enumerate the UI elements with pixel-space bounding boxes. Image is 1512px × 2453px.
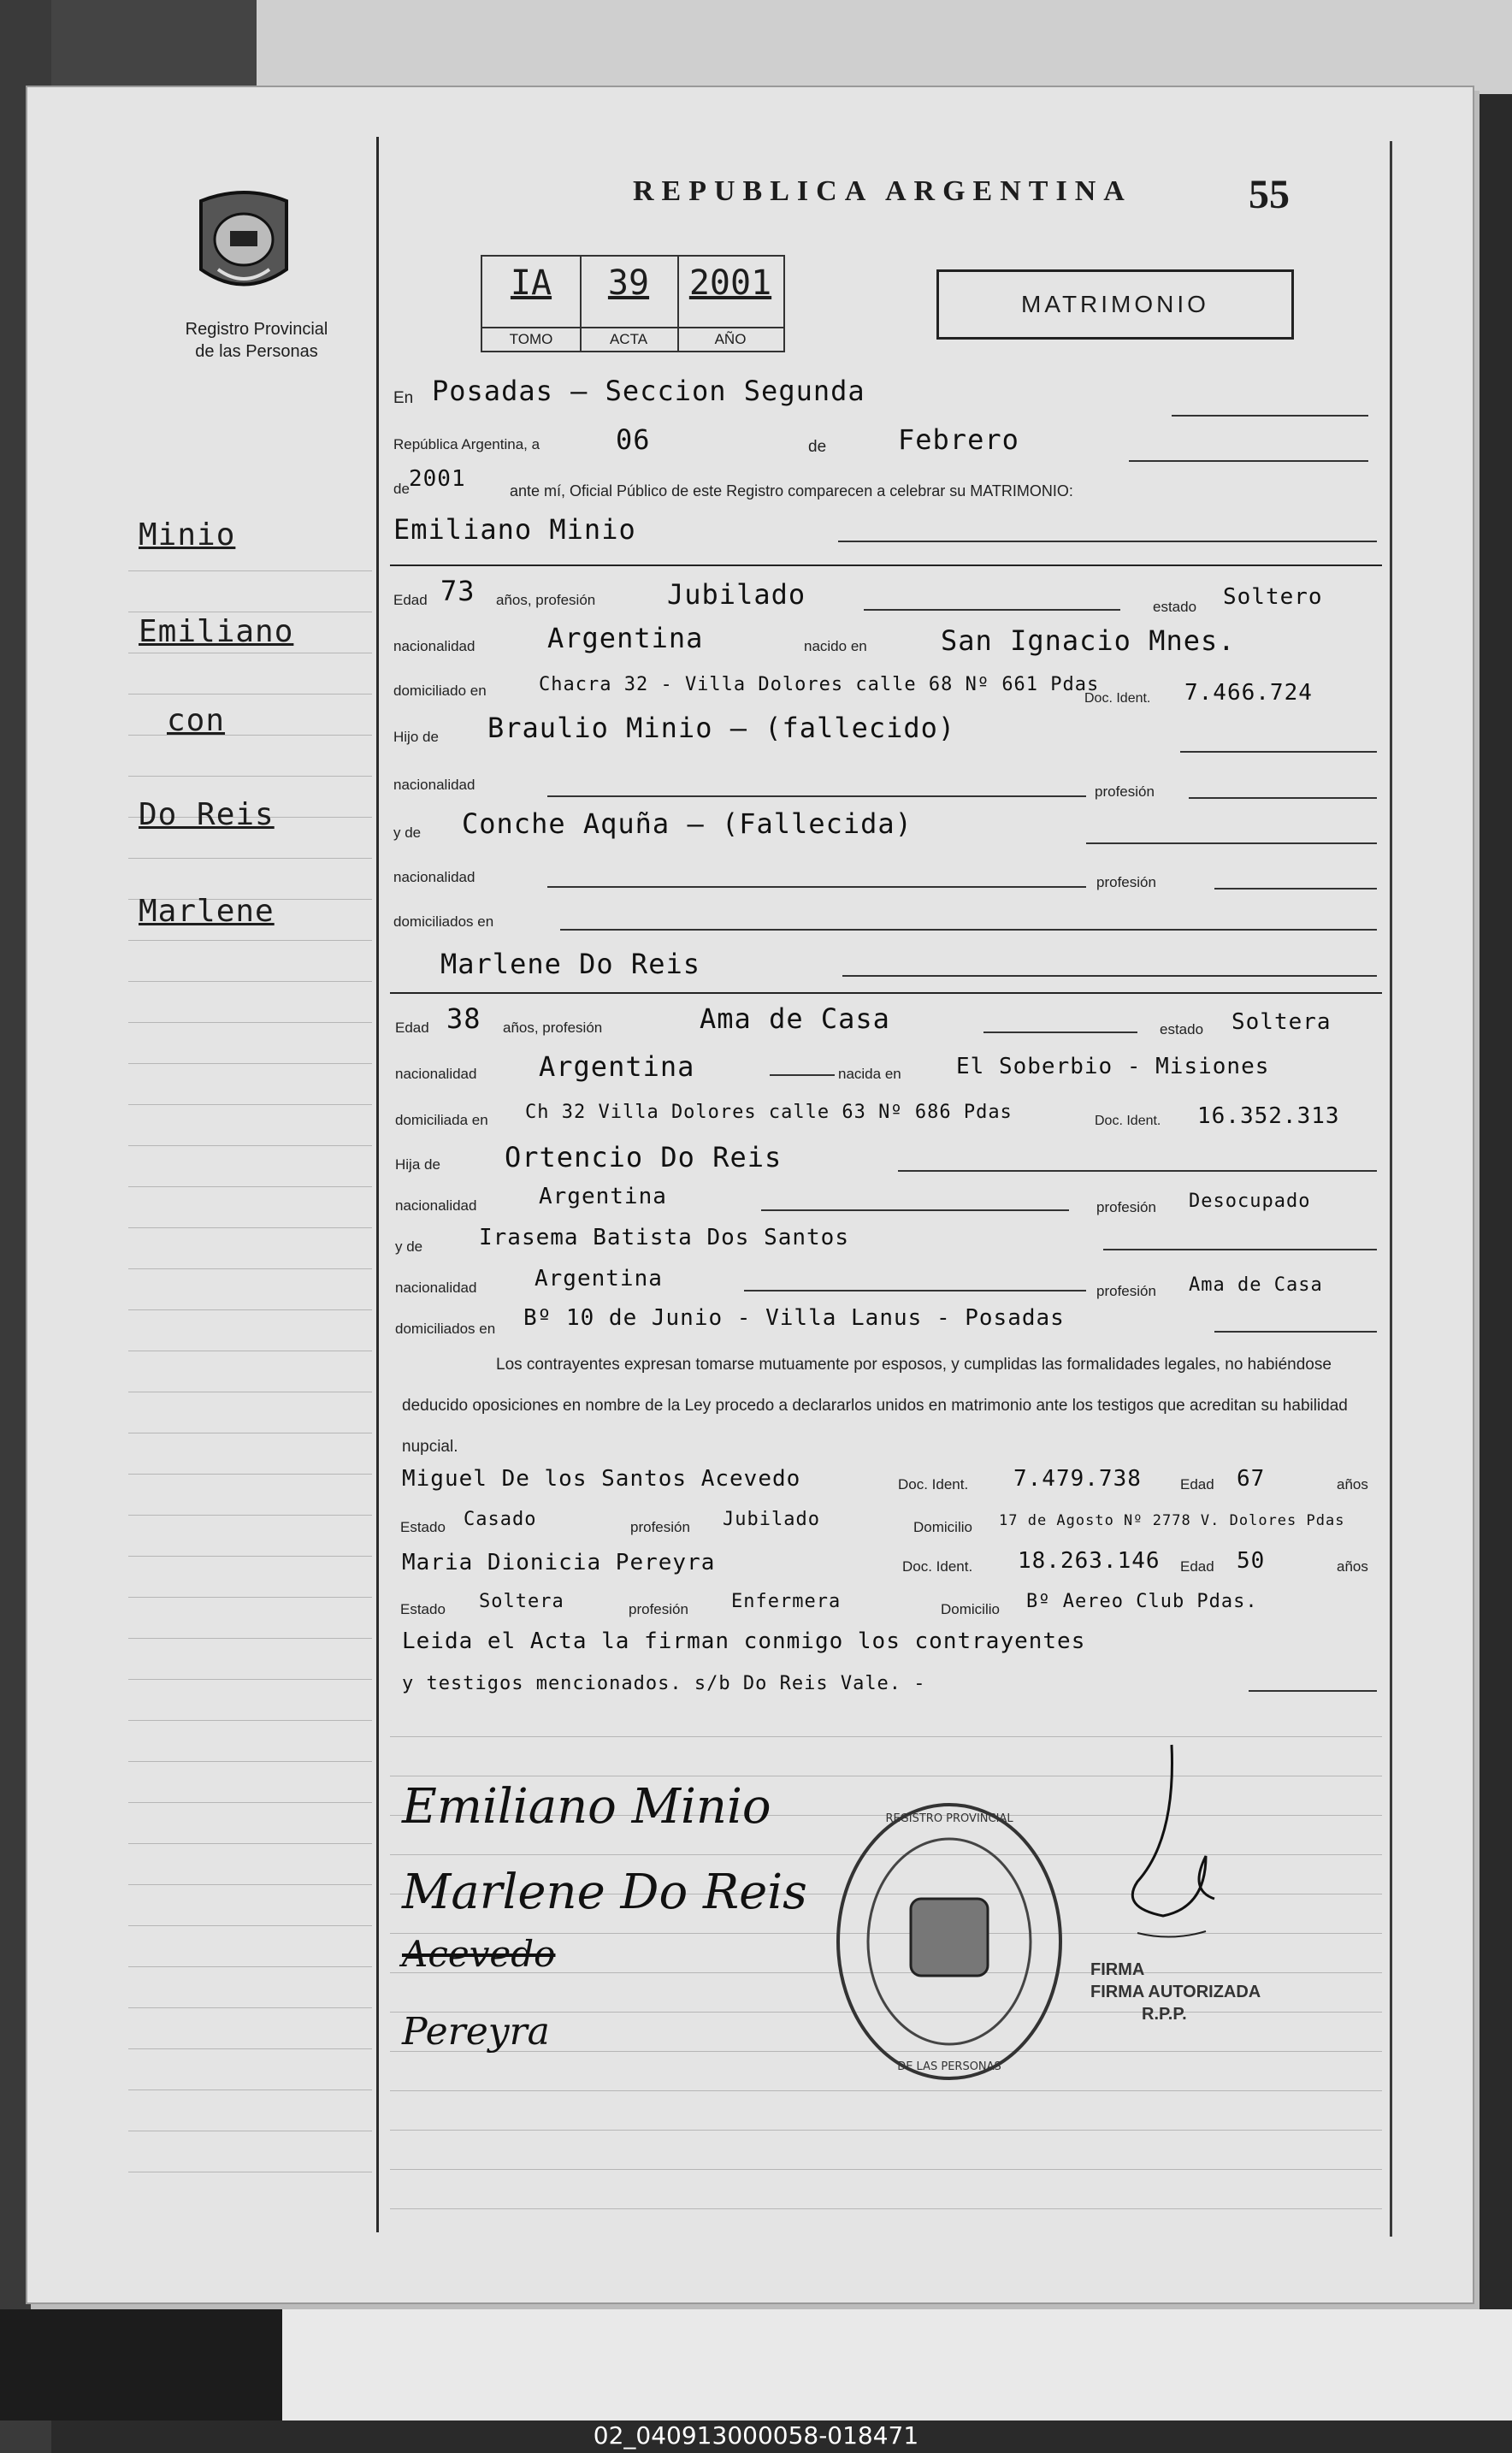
- witness1-doc-label: Doc. Ident.: [898, 1476, 969, 1492]
- signature-witness1: Acevedo: [402, 1933, 556, 1975]
- scan-filename: 02_040913000058-018471: [593, 2421, 919, 2450]
- fill-line: [1189, 797, 1377, 799]
- groom-nacido-label: nacido en: [804, 638, 867, 654]
- fill-line: [983, 1031, 1137, 1033]
- bride-madre-nac: Argentina: [535, 1266, 663, 1292]
- groom-doc: 7.466.724: [1184, 680, 1313, 706]
- bride-estado-label: estado: [1160, 1021, 1204, 1037]
- witness1-name: Miguel De los Santos Acevedo: [402, 1466, 801, 1492]
- bride-dom-label: domiciliada en: [395, 1112, 488, 1128]
- groom-nac-label: nacionalidad: [393, 638, 475, 654]
- bride-madre-nac-label: nacionalidad: [395, 1280, 477, 1296]
- bride-prof-label: años, profesión: [503, 1020, 603, 1036]
- page-title: REPUBLICA ARGENTINA: [633, 175, 1132, 207]
- groom-profesion: Jubilado: [667, 578, 806, 611]
- section-rule: [390, 564, 1382, 566]
- groom-madre: Conche Aquña — (Fallecida): [462, 807, 913, 840]
- margin-name-1: Minio: [139, 517, 236, 553]
- witness2-edad-label: Edad: [1180, 1558, 1214, 1575]
- fill-line: [1180, 751, 1377, 753]
- place-value: Posadas — Seccion Segunda: [432, 375, 865, 407]
- witness1-edad: 67: [1237, 1466, 1266, 1492]
- witness2-estado-label: Estado: [400, 1601, 446, 1617]
- signature-groom: Emiliano Minio: [402, 1779, 771, 1835]
- witness2-edad: 50: [1237, 1548, 1266, 1574]
- margin-name-2: Emiliano: [139, 614, 294, 649]
- bride-dom-padres: Bº 10 de Junio - Villa Lanus - Posadas: [523, 1305, 1065, 1331]
- official-signature-block: FIRMA FIRMA AUTORIZADA R.P.P.: [1090, 1960, 1261, 2024]
- bride-padre-nac-label: nacionalidad: [395, 1197, 477, 1214]
- ruled-line: [390, 2130, 1382, 2131]
- groom-prof-label: años, profesión: [496, 592, 596, 608]
- statement-text: ante mí, Oficial Público de este Registro comparecen a celebrar su MATRIMONIO:: [510, 482, 1073, 499]
- groom-nacido: San Ignacio Mnes.: [941, 624, 1236, 657]
- groom-padre-nac-label: nacionalidad: [393, 777, 475, 793]
- provincial-seal-icon: [192, 184, 295, 299]
- bride-doc: 16.352.313: [1197, 1103, 1340, 1129]
- groom-name: Emiliano Minio: [393, 513, 636, 546]
- fill-line: [1172, 415, 1368, 417]
- signature-bride: Marlene Do Reis: [402, 1865, 807, 1920]
- bride-nacionalidad: Argentina: [539, 1050, 695, 1083]
- witness2-name: Maria Dionicia Pereyra: [402, 1550, 716, 1575]
- closing-line-1: Leida el Acta la firman conmigo los contrayentes: [402, 1628, 1086, 1654]
- bride-padre-nac: Argentina: [539, 1184, 667, 1209]
- groom-madre-nac-label: nacionalidad: [393, 869, 475, 885]
- official-signature-icon: [1086, 1736, 1257, 1959]
- bride-yde-label: y de: [395, 1238, 423, 1255]
- witness1-doc: 7.479.738: [1013, 1466, 1142, 1492]
- witness1-profesion: Jubilado: [723, 1509, 820, 1530]
- fill-line: [560, 929, 1377, 931]
- witness2-anos-label: años: [1337, 1558, 1368, 1575]
- svg-text:DE LAS PERSONAS: DE LAS PERSONAS: [897, 2060, 1001, 2073]
- groom-edad-label: Edad: [393, 592, 428, 608]
- margin-name-4: Do Reis: [139, 797, 275, 832]
- witness1-estado: Casado: [464, 1509, 537, 1530]
- margin-ledger-lines: [128, 530, 372, 2172]
- tomo-value: IA: [510, 263, 552, 303]
- bride-madre: Irasema Batista Dos Santos: [479, 1225, 849, 1250]
- day-value: 06: [616, 423, 651, 456]
- document-type-box: [936, 269, 1294, 340]
- margin-rule: [376, 137, 379, 2232]
- bride-domicilio: Ch 32 Villa Dolores calle 63 Nº 686 Pdas: [525, 1102, 1013, 1123]
- witness2-domicilio: Bº Aereo Club Pdas.: [1026, 1591, 1258, 1612]
- fill-line: [770, 1074, 835, 1076]
- fill-line: [898, 1170, 1377, 1172]
- svg-text:REGISTRO PROVINCIAL: REGISTRO PROVINCIAL: [885, 1812, 1013, 1825]
- fill-line: [1249, 1690, 1377, 1692]
- fill-line: [761, 1209, 1069, 1211]
- bride-hija-label: Hija de: [395, 1156, 440, 1173]
- groom-hijo-label: Hijo de: [393, 729, 439, 745]
- witness2-doc-label: Doc. Ident.: [902, 1558, 973, 1575]
- registry-stamp-icon: [830, 1796, 1069, 2087]
- acta-label: ACTA: [580, 327, 677, 351]
- ruled-line: [390, 2090, 1382, 2091]
- margin-name-5: Marlene: [139, 894, 275, 929]
- folio-number: 55: [1249, 172, 1290, 217]
- bride-nac-label: nacionalidad: [395, 1066, 477, 1082]
- fill-line: [547, 795, 1086, 797]
- tomo-label: TOMO: [482, 327, 580, 351]
- witness1-domicilio: 17 de Agosto Nº 2778 V. Dolores Pdas: [999, 1512, 1345, 1529]
- ruled-line: [390, 2208, 1382, 2209]
- signature-witness2: Pereyra: [402, 2010, 550, 2054]
- de-label: de: [808, 438, 827, 456]
- anio-label: AÑO: [677, 327, 783, 351]
- witness2-estado: Soltera: [479, 1591, 564, 1612]
- section-rule: [390, 992, 1382, 994]
- bride-name: Marlene Do Reis: [440, 948, 700, 980]
- fill-line: [842, 975, 1377, 977]
- groom-nacionalidad: Argentina: [547, 622, 704, 654]
- groom-yde-label: y de: [393, 825, 422, 841]
- groom-edad: 73: [440, 575, 475, 607]
- witness1-estado-label: Estado: [400, 1519, 446, 1535]
- witness2-prof-label: profesión: [629, 1601, 688, 1617]
- fill-line: [864, 609, 1120, 611]
- bride-madre-prof-label: profesión: [1096, 1283, 1156, 1299]
- fill-line: [1214, 1331, 1377, 1333]
- witness2-profesion: Enfermera: [731, 1591, 842, 1612]
- groom-estado: Soltero: [1223, 584, 1323, 610]
- bride-nacida: El Soberbio - Misiones: [956, 1054, 1270, 1079]
- bride-nacida-label: nacida en: [838, 1066, 901, 1082]
- acta-value: 39: [607, 263, 650, 303]
- witness1-dom-label: Domicilio: [913, 1519, 972, 1535]
- republica-label: República Argentina, a: [393, 436, 540, 452]
- groom-padre: Braulio Minio — (fallecido): [487, 712, 956, 744]
- bride-madre-prof: Ama de Casa: [1189, 1274, 1323, 1296]
- groom-padre-prof-label: profesión: [1095, 783, 1155, 800]
- bride-padre: Ortencio Do Reis: [505, 1141, 783, 1173]
- ruled-line: [390, 2169, 1382, 2170]
- bride-doc-label: Doc. Ident.: [1095, 1114, 1161, 1128]
- year-value: 2001: [409, 466, 466, 492]
- anio-value: 2001: [688, 263, 772, 303]
- bride-edad-label: Edad: [395, 1020, 429, 1036]
- registry-name: Registro Provincial de las Personas: [185, 320, 328, 361]
- groom-domicilio: Chacra 32 - Villa Dolores calle 68 Nº 661 Pdas: [539, 674, 1100, 695]
- document-type: MATRIMONIO: [1021, 291, 1209, 317]
- witness1-anos-label: años: [1337, 1476, 1368, 1492]
- fill-line: [744, 1290, 1086, 1292]
- bride-padre-prof: Desocupado: [1189, 1191, 1311, 1212]
- fill-line: [1103, 1249, 1377, 1250]
- fill-line: [547, 886, 1086, 888]
- fill-line: [1086, 842, 1377, 844]
- bride-profesion: Ama de Casa: [700, 1002, 890, 1035]
- groom-estado-label: estado: [1153, 599, 1197, 615]
- witness2-dom-label: Domicilio: [941, 1601, 1000, 1617]
- year-prefix-label: de: [393, 481, 410, 497]
- fill-line: [1214, 888, 1377, 890]
- fill-line: [1129, 460, 1368, 462]
- bride-estado: Soltera: [1231, 1009, 1332, 1035]
- groom-madre-prof-label: profesión: [1096, 874, 1156, 890]
- registration-box: [481, 255, 785, 352]
- groom-doc-label: Doc. Ident.: [1084, 691, 1151, 706]
- groom-dom-padres-label: domiciliados en: [393, 913, 494, 930]
- bride-edad: 38: [446, 1002, 481, 1035]
- fill-line: [838, 541, 1377, 542]
- witness2-doc: 18.263.146: [1018, 1548, 1161, 1574]
- witness1-prof-label: profesión: [630, 1519, 690, 1535]
- right-rule: [1390, 141, 1392, 2237]
- margin-name-3: con: [167, 703, 226, 738]
- en-label: En: [393, 389, 414, 407]
- bride-padre-prof-label: profesión: [1096, 1199, 1156, 1215]
- groom-dom-label: domiciliado en: [393, 683, 487, 699]
- declaration-text: Los contrayentes expresan tomarse mutuamente por esposos, y cumplidas las formalidades legales, no habiéndose deducido oposiciones en nombre de la Ley procedo a declararlos unidos en matrimonio ante los testigos que acreditan su habilidad nupcial.: [402, 1356, 1348, 1456]
- month-value: Febrero: [898, 423, 1019, 456]
- bride-dom-padres-label: domiciliados en: [395, 1321, 496, 1337]
- scan-bottom-dark: [0, 2309, 282, 2420]
- closing-line-2: y testigos mencionados. s/b Do Reis Vale. -: [402, 1673, 926, 1694]
- witness1-edad-label: Edad: [1180, 1476, 1214, 1492]
